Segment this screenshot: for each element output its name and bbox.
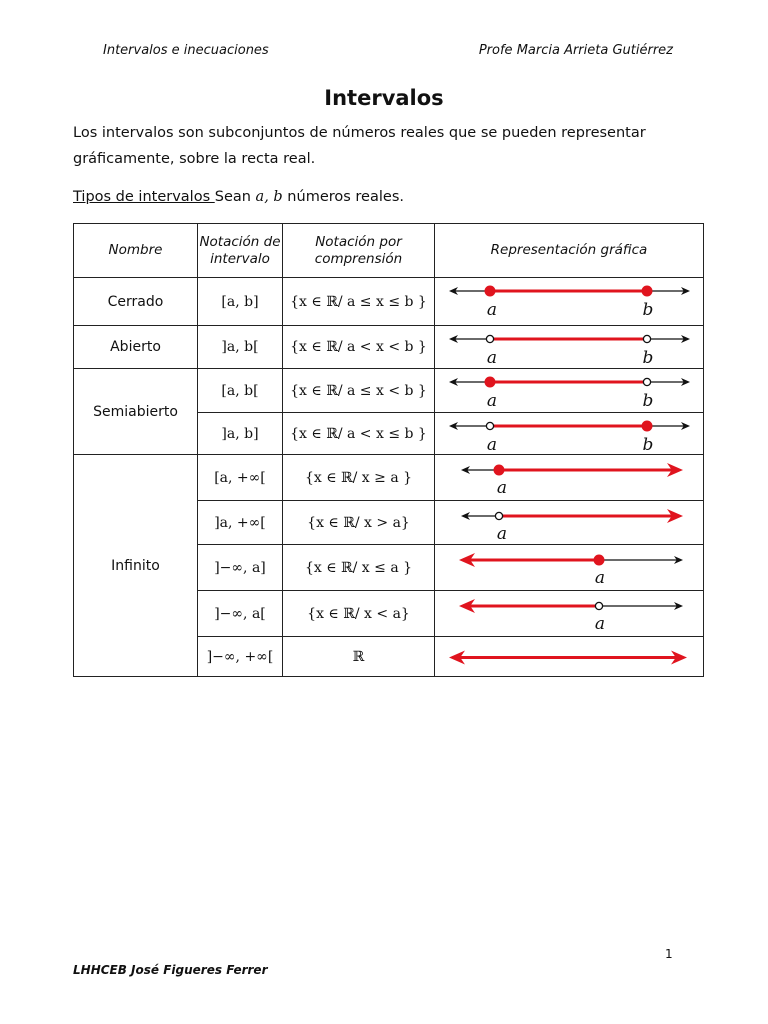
header-notacion-intervalo: Notación de intervalo [198,224,283,278]
number-line [435,278,704,325]
set-builder-notation: ℝ [283,637,435,677]
table-row [74,369,704,413]
footer-school: LHHCEB José Figueres Ferrer [73,963,268,977]
header-left: Intervalos e inecuaciones [103,43,269,58]
graphic-representation [435,413,704,455]
label-b: b [642,348,654,368]
header-nombre: Nombre [74,224,198,278]
label-a: a [594,568,606,588]
intervals-table-body [74,278,704,677]
label-a: a [486,391,498,411]
endpoint-b [643,335,650,342]
tipos-sean: Sean [214,189,256,205]
number-line [435,455,704,500]
endpoint-b [642,286,652,296]
set-builder-notation: {x ∈ ℝ/ x > a} [283,501,435,545]
label-b: b [642,300,654,320]
set-builder-notation: {x ∈ ℝ/ x ≥ a } [283,455,435,501]
header-notacion-comprension: Notación por comprensión [283,224,435,278]
endpoint-a [486,335,493,342]
header-right: Profe Marcia Arrieta Gutiérrez [478,43,673,58]
endpoint-a [594,555,604,565]
label-a: a [486,435,498,454]
table-row [74,455,704,501]
set-builder-notation: {x ∈ ℝ/ a < x < b } [283,326,435,369]
page-title: Intervalos [324,86,444,110]
set-builder-notation: {x ∈ ℝ/ a ≤ x ≤ b } [283,278,435,326]
intro-paragraph: Los intervalos son subconjuntos de números reales que se pueden representar gráficamente, sobre la recta real. [73,125,646,167]
label-b: b [642,391,654,411]
label-a: a [594,614,606,634]
header-representacion: Representación gráfica [435,224,704,278]
interval-name: Abierto [74,326,198,369]
graphic-representation [435,501,704,545]
interval-notation: ]a, b[ [198,326,283,369]
interval-notation: ]−∞, +∞[ [198,637,283,677]
interval-name: Semiabierto [74,369,198,455]
interval-notation: ]−∞, a] [198,545,283,591]
table-row [74,326,704,369]
page-number: 1 [665,947,673,961]
number-line [435,369,704,412]
label-a: a [496,478,508,498]
label-a: a [496,524,508,544]
intervals-table [73,223,704,677]
interval-notation: ]a, b] [198,413,283,455]
number-line [435,591,704,636]
tipos-rest: números reales. [282,189,404,205]
graphic-representation [435,369,704,413]
endpoint-a [494,465,504,475]
table-row [74,278,704,326]
interval-notation: [a, b] [198,278,283,326]
tipos-line [73,184,703,210]
set-builder-notation: {x ∈ ℝ/ x ≤ a } [283,545,435,591]
endpoint-a [595,602,602,609]
interval-notation: [a, b[ [198,369,283,413]
interval-notation: ]a, +∞[ [198,501,283,545]
set-builder-notation: {x ∈ ℝ/ a < x ≤ b } [283,413,435,455]
number-line [435,545,704,590]
interval-name: Infinito [74,455,198,677]
endpoint-a [486,422,493,429]
set-builder-notation: {x ∈ ℝ/ x < a} [283,591,435,637]
graphic-representation [435,326,704,369]
number-line [435,413,704,454]
interval-name: Cerrado [74,278,198,326]
tipos-label: Tipos de intervalos [73,189,215,205]
endpoint-a [495,512,502,519]
number-line [435,326,704,368]
set-builder-notation: {x ∈ ℝ/ a ≤ x < b } [283,369,435,413]
label-a: a [486,300,498,320]
number-line [435,501,704,544]
graphic-representation [435,545,704,591]
endpoint-b [643,378,650,385]
endpoint-a [485,286,495,296]
graphic-representation [435,278,704,326]
number-line [435,637,704,676]
endpoint-a [485,377,495,387]
graphic-representation [435,455,704,501]
interval-notation: ]−∞, a[ [198,591,283,637]
graphic-representation [435,591,704,637]
endpoint-b [642,421,652,431]
interval-notation: [a, +∞[ [198,455,283,501]
label-a: a [486,348,498,368]
graphic-representation [435,637,704,677]
tipos-vars: a, b [255,189,283,205]
label-b: b [642,435,654,454]
